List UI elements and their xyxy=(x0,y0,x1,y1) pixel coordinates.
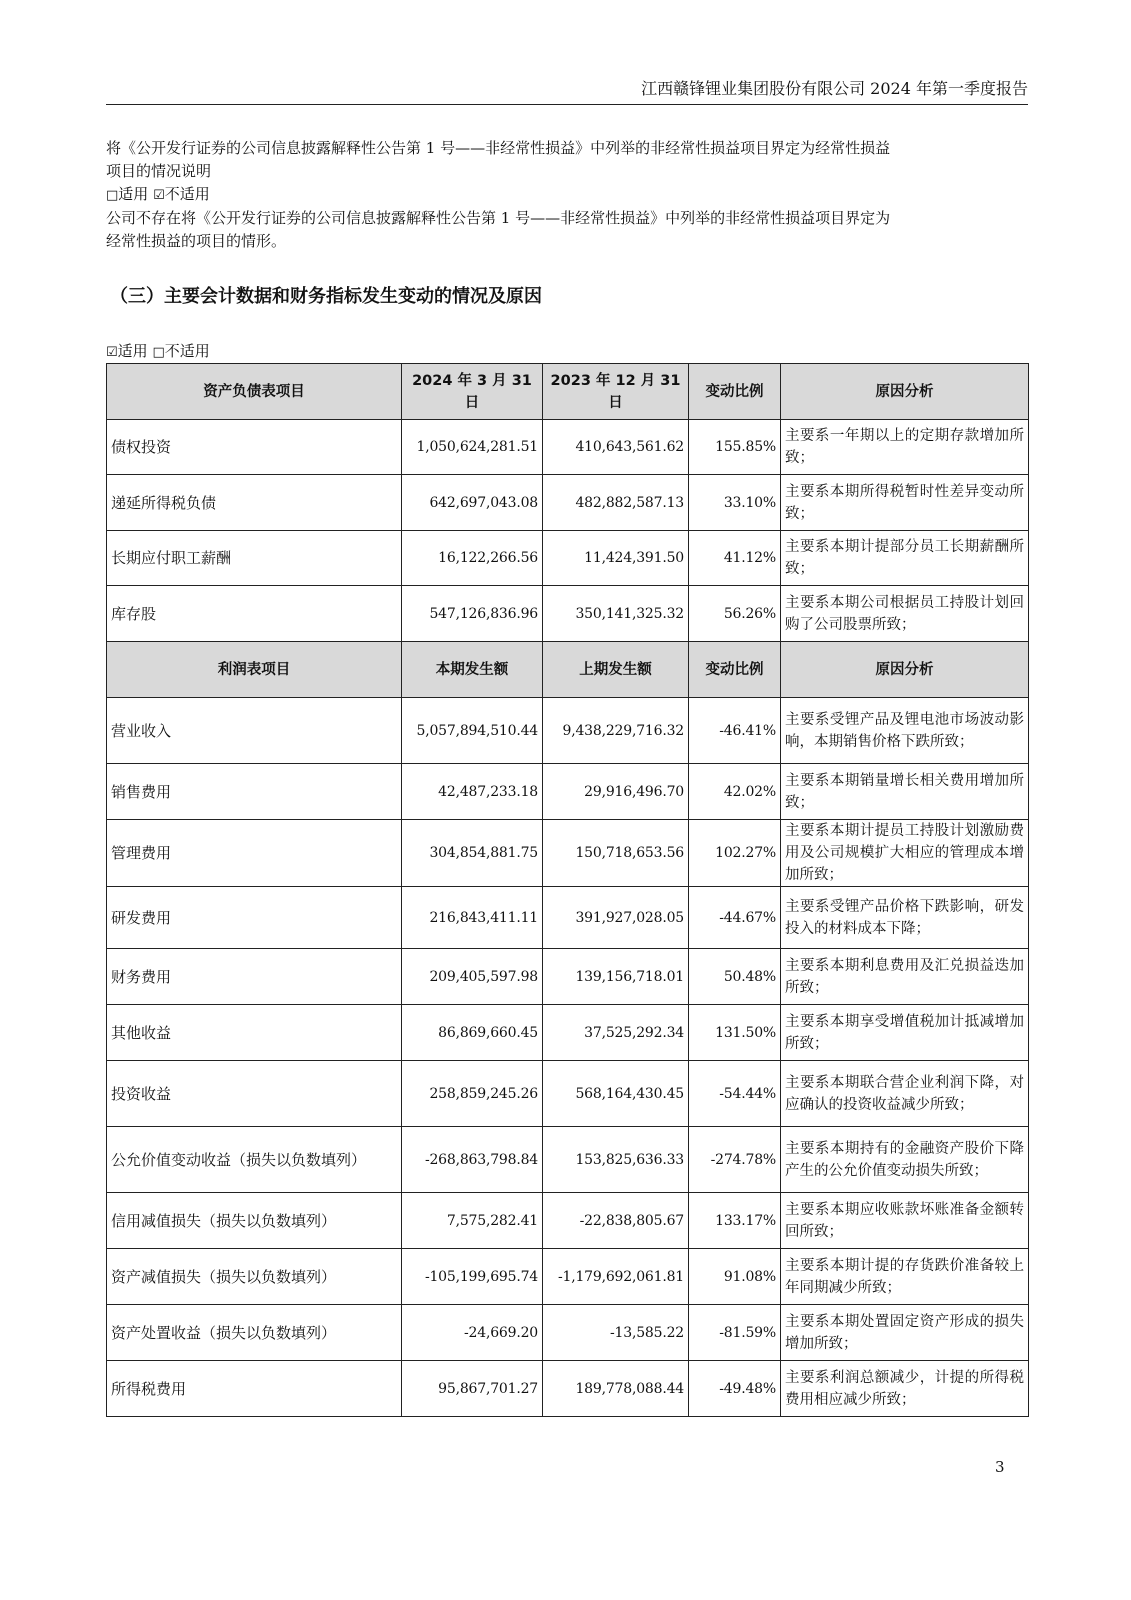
row-current-value: 86,869,660.45 xyxy=(402,1005,543,1061)
row-current-value: 209,405,597.98 xyxy=(402,949,543,1005)
financial-changes-table xyxy=(106,363,1029,1417)
row-item-label: 递延所得税负债 xyxy=(107,475,402,531)
report-header: 江西赣锋锂业集团股份有限公司 2024 年第一季度报告 xyxy=(641,79,1028,98)
checkbox-applicable: ☑ xyxy=(106,345,118,360)
balance-sheet-header-row xyxy=(107,364,1029,420)
row-previous-value: 350,141,325.32 xyxy=(543,586,689,642)
row-reason: 主要系一年期以上的定期存款增加所致； xyxy=(781,420,1029,475)
column-header: 原因分析 xyxy=(781,642,1029,698)
row-change-ratio: -81.59% xyxy=(689,1305,781,1361)
row-reason: 主要系本期所得税暂时性差异变动所致； xyxy=(781,475,1029,531)
row-reason: 主要系受锂产品价格下跌影响，研发投入的材料成本下降； xyxy=(781,887,1029,949)
page-number: 3 xyxy=(995,1458,1005,1476)
column-header: 原因分析 xyxy=(781,364,1029,420)
table-row xyxy=(107,698,1029,764)
table-row xyxy=(107,1305,1029,1361)
checkbox-not-applicable: □ xyxy=(152,345,165,360)
row-current-value: 547,126,836.96 xyxy=(402,586,543,642)
column-header: 2023 年 12 月 31 日 xyxy=(543,364,689,420)
table-row xyxy=(107,1249,1029,1305)
row-change-ratio: 133.17% xyxy=(689,1193,781,1249)
column-header: 资产负债表项目 xyxy=(107,364,402,420)
section-applicability xyxy=(106,340,1006,364)
row-reason: 主要系本期享受增值税加计抵减增加所致； xyxy=(781,1005,1029,1061)
intro-line-2: 项目的情况说明 xyxy=(106,162,212,180)
row-previous-value: 391,927,028.05 xyxy=(543,887,689,949)
row-change-ratio: -44.67% xyxy=(689,887,781,949)
row-reason: 主要系本期公司根据员工持股计划回购了公司股票所致； xyxy=(781,586,1029,642)
row-change-ratio: 91.08% xyxy=(689,1249,781,1305)
row-change-ratio: 42.02% xyxy=(689,764,781,820)
row-change-ratio: 102.27% xyxy=(689,820,781,887)
table-row xyxy=(107,420,1029,475)
row-reason: 主要系本期持有的金融资产股价下降产生的公允价值变动损失所致； xyxy=(781,1127,1029,1193)
row-current-value: 42,487,233.18 xyxy=(402,764,543,820)
table-row xyxy=(107,887,1029,949)
intro-applicability xyxy=(106,183,1006,207)
row-current-value: -24,669.20 xyxy=(402,1305,543,1361)
column-header: 利润表项目 xyxy=(107,642,402,698)
row-change-ratio: 33.10% xyxy=(689,475,781,531)
row-previous-value: 482,882,587.13 xyxy=(543,475,689,531)
row-reason: 主要系本期销量增长相关费用增加所致； xyxy=(781,764,1029,820)
row-previous-value: -22,838,805.67 xyxy=(543,1193,689,1249)
income-statement-header-row xyxy=(107,642,1029,698)
row-item-label: 信用减值损失（损失以负数填列） xyxy=(107,1193,402,1249)
row-change-ratio: 56.26% xyxy=(689,586,781,642)
row-item-label: 长期应付职工薪酬 xyxy=(107,531,402,586)
row-current-value: 5,057,894,510.44 xyxy=(402,698,543,764)
table-row xyxy=(107,531,1029,586)
label-applicable: 适用 xyxy=(117,342,148,360)
row-item-label: 管理费用 xyxy=(107,820,402,887)
table-row xyxy=(107,820,1029,887)
row-item-label: 资产减值损失（损失以负数填列） xyxy=(107,1249,402,1305)
row-previous-value: 410,643,561.62 xyxy=(543,420,689,475)
column-header: 变动比例 xyxy=(689,642,781,698)
column-header: 上期发生额 xyxy=(543,642,689,698)
row-item-label: 公允价值变动收益（损失以负数填列） xyxy=(107,1127,402,1193)
table-row xyxy=(107,1127,1029,1193)
row-reason: 主要系本期联合营企业利润下降，对应确认的投资收益减少所致； xyxy=(781,1061,1029,1127)
row-change-ratio: 41.12% xyxy=(689,531,781,586)
table-row xyxy=(107,1061,1029,1127)
row-previous-value: 139,156,718.01 xyxy=(543,949,689,1005)
section-title: （三）主要会计数据和财务指标发生变动的情况及原因 xyxy=(110,286,542,307)
row-change-ratio: 155.85% xyxy=(689,420,781,475)
row-previous-value: 29,916,496.70 xyxy=(543,764,689,820)
table-row xyxy=(107,475,1029,531)
intro-line-1: 将《公开发行证券的公司信息披露解释性公告第 1 号——非经常性损益》中列举的非经常性损益项目界定为经常性损益 xyxy=(106,139,891,157)
row-reason: 主要系利润总额减少，计提的所得税费用相应减少所致； xyxy=(781,1361,1029,1417)
checkbox-applicable: □ xyxy=(106,188,119,203)
row-change-ratio: -54.44% xyxy=(689,1061,781,1127)
intro-line-4: 经常性损益的项目的情形。 xyxy=(106,232,287,250)
row-previous-value: 153,825,636.33 xyxy=(543,1127,689,1193)
label-not-applicable: 不适用 xyxy=(164,342,210,360)
row-change-ratio: -274.78% xyxy=(689,1127,781,1193)
table-row xyxy=(107,949,1029,1005)
checkbox-not-applicable: ☑ xyxy=(153,188,165,203)
row-current-value: -268,863,798.84 xyxy=(402,1127,543,1193)
row-reason: 主要系本期计提的存货跌价准备较上年同期减少所致； xyxy=(781,1249,1029,1305)
row-current-value: 258,859,245.26 xyxy=(402,1061,543,1127)
table-row xyxy=(107,586,1029,642)
row-item-label: 财务费用 xyxy=(107,949,402,1005)
row-item-label: 库存股 xyxy=(107,586,402,642)
row-change-ratio: 50.48% xyxy=(689,949,781,1005)
header-divider xyxy=(106,104,1028,105)
row-change-ratio: 131.50% xyxy=(689,1005,781,1061)
table-row xyxy=(107,764,1029,820)
row-item-label: 债权投资 xyxy=(107,420,402,475)
row-reason: 主要系本期计提员工持股计划激励费用及公司规模扩大相应的管理成本增加所致； xyxy=(781,820,1029,887)
column-header: 本期发生额 xyxy=(402,642,543,698)
row-current-value: -105,199,695.74 xyxy=(402,1249,543,1305)
row-previous-value: 9,438,229,716.32 xyxy=(543,698,689,764)
row-reason: 主要系受锂产品及锂电池市场波动影响，本期销售价格下跌所致； xyxy=(781,698,1029,764)
table-row xyxy=(107,1005,1029,1061)
row-previous-value: 150,718,653.56 xyxy=(543,820,689,887)
row-item-label: 其他收益 xyxy=(107,1005,402,1061)
label-not-applicable: 不适用 xyxy=(164,185,210,203)
row-reason: 主要系本期应收账款坏账准备金额转回所致； xyxy=(781,1193,1029,1249)
intro-paragraph xyxy=(106,137,1006,253)
row-current-value: 1,050,624,281.51 xyxy=(402,420,543,475)
row-current-value: 304,854,881.75 xyxy=(402,820,543,887)
row-change-ratio: -46.41% xyxy=(689,698,781,764)
row-current-value: 7,575,282.41 xyxy=(402,1193,543,1249)
row-reason: 主要系本期处置固定资产形成的损失增加所致； xyxy=(781,1305,1029,1361)
row-reason: 主要系本期计提部分员工长期薪酬所致； xyxy=(781,531,1029,586)
row-previous-value: -1,179,692,061.81 xyxy=(543,1249,689,1305)
row-current-value: 642,697,043.08 xyxy=(402,475,543,531)
row-previous-value: 189,778,088.44 xyxy=(543,1361,689,1417)
row-item-label: 营业收入 xyxy=(107,698,402,764)
row-item-label: 研发费用 xyxy=(107,887,402,949)
label-applicable: 适用 xyxy=(118,185,149,203)
row-change-ratio: -49.48% xyxy=(689,1361,781,1417)
row-item-label: 所得税费用 xyxy=(107,1361,402,1417)
row-item-label: 资产处置收益（损失以负数填列） xyxy=(107,1305,402,1361)
row-previous-value: 11,424,391.50 xyxy=(543,531,689,586)
row-current-value: 216,843,411.11 xyxy=(402,887,543,949)
intro-line-3: 公司不存在将《公开发行证券的公司信息披露解释性公告第 1 号——非经常性损益》中列举的非经常性损益项目界定为 xyxy=(106,209,891,227)
table-row xyxy=(107,1361,1029,1417)
row-reason: 主要系本期利息费用及汇兑损益迭加所致； xyxy=(781,949,1029,1005)
row-previous-value: 568,164,430.45 xyxy=(543,1061,689,1127)
row-previous-value: -13,585.22 xyxy=(543,1305,689,1361)
row-item-label: 销售费用 xyxy=(107,764,402,820)
table-row xyxy=(107,1193,1029,1249)
row-previous-value: 37,525,292.34 xyxy=(543,1005,689,1061)
row-current-value: 95,867,701.27 xyxy=(402,1361,543,1417)
row-item-label: 投资收益 xyxy=(107,1061,402,1127)
column-header: 2024 年 3 月 31 日 xyxy=(402,364,543,420)
row-current-value: 16,122,266.56 xyxy=(402,531,543,586)
column-header: 变动比例 xyxy=(689,364,781,420)
